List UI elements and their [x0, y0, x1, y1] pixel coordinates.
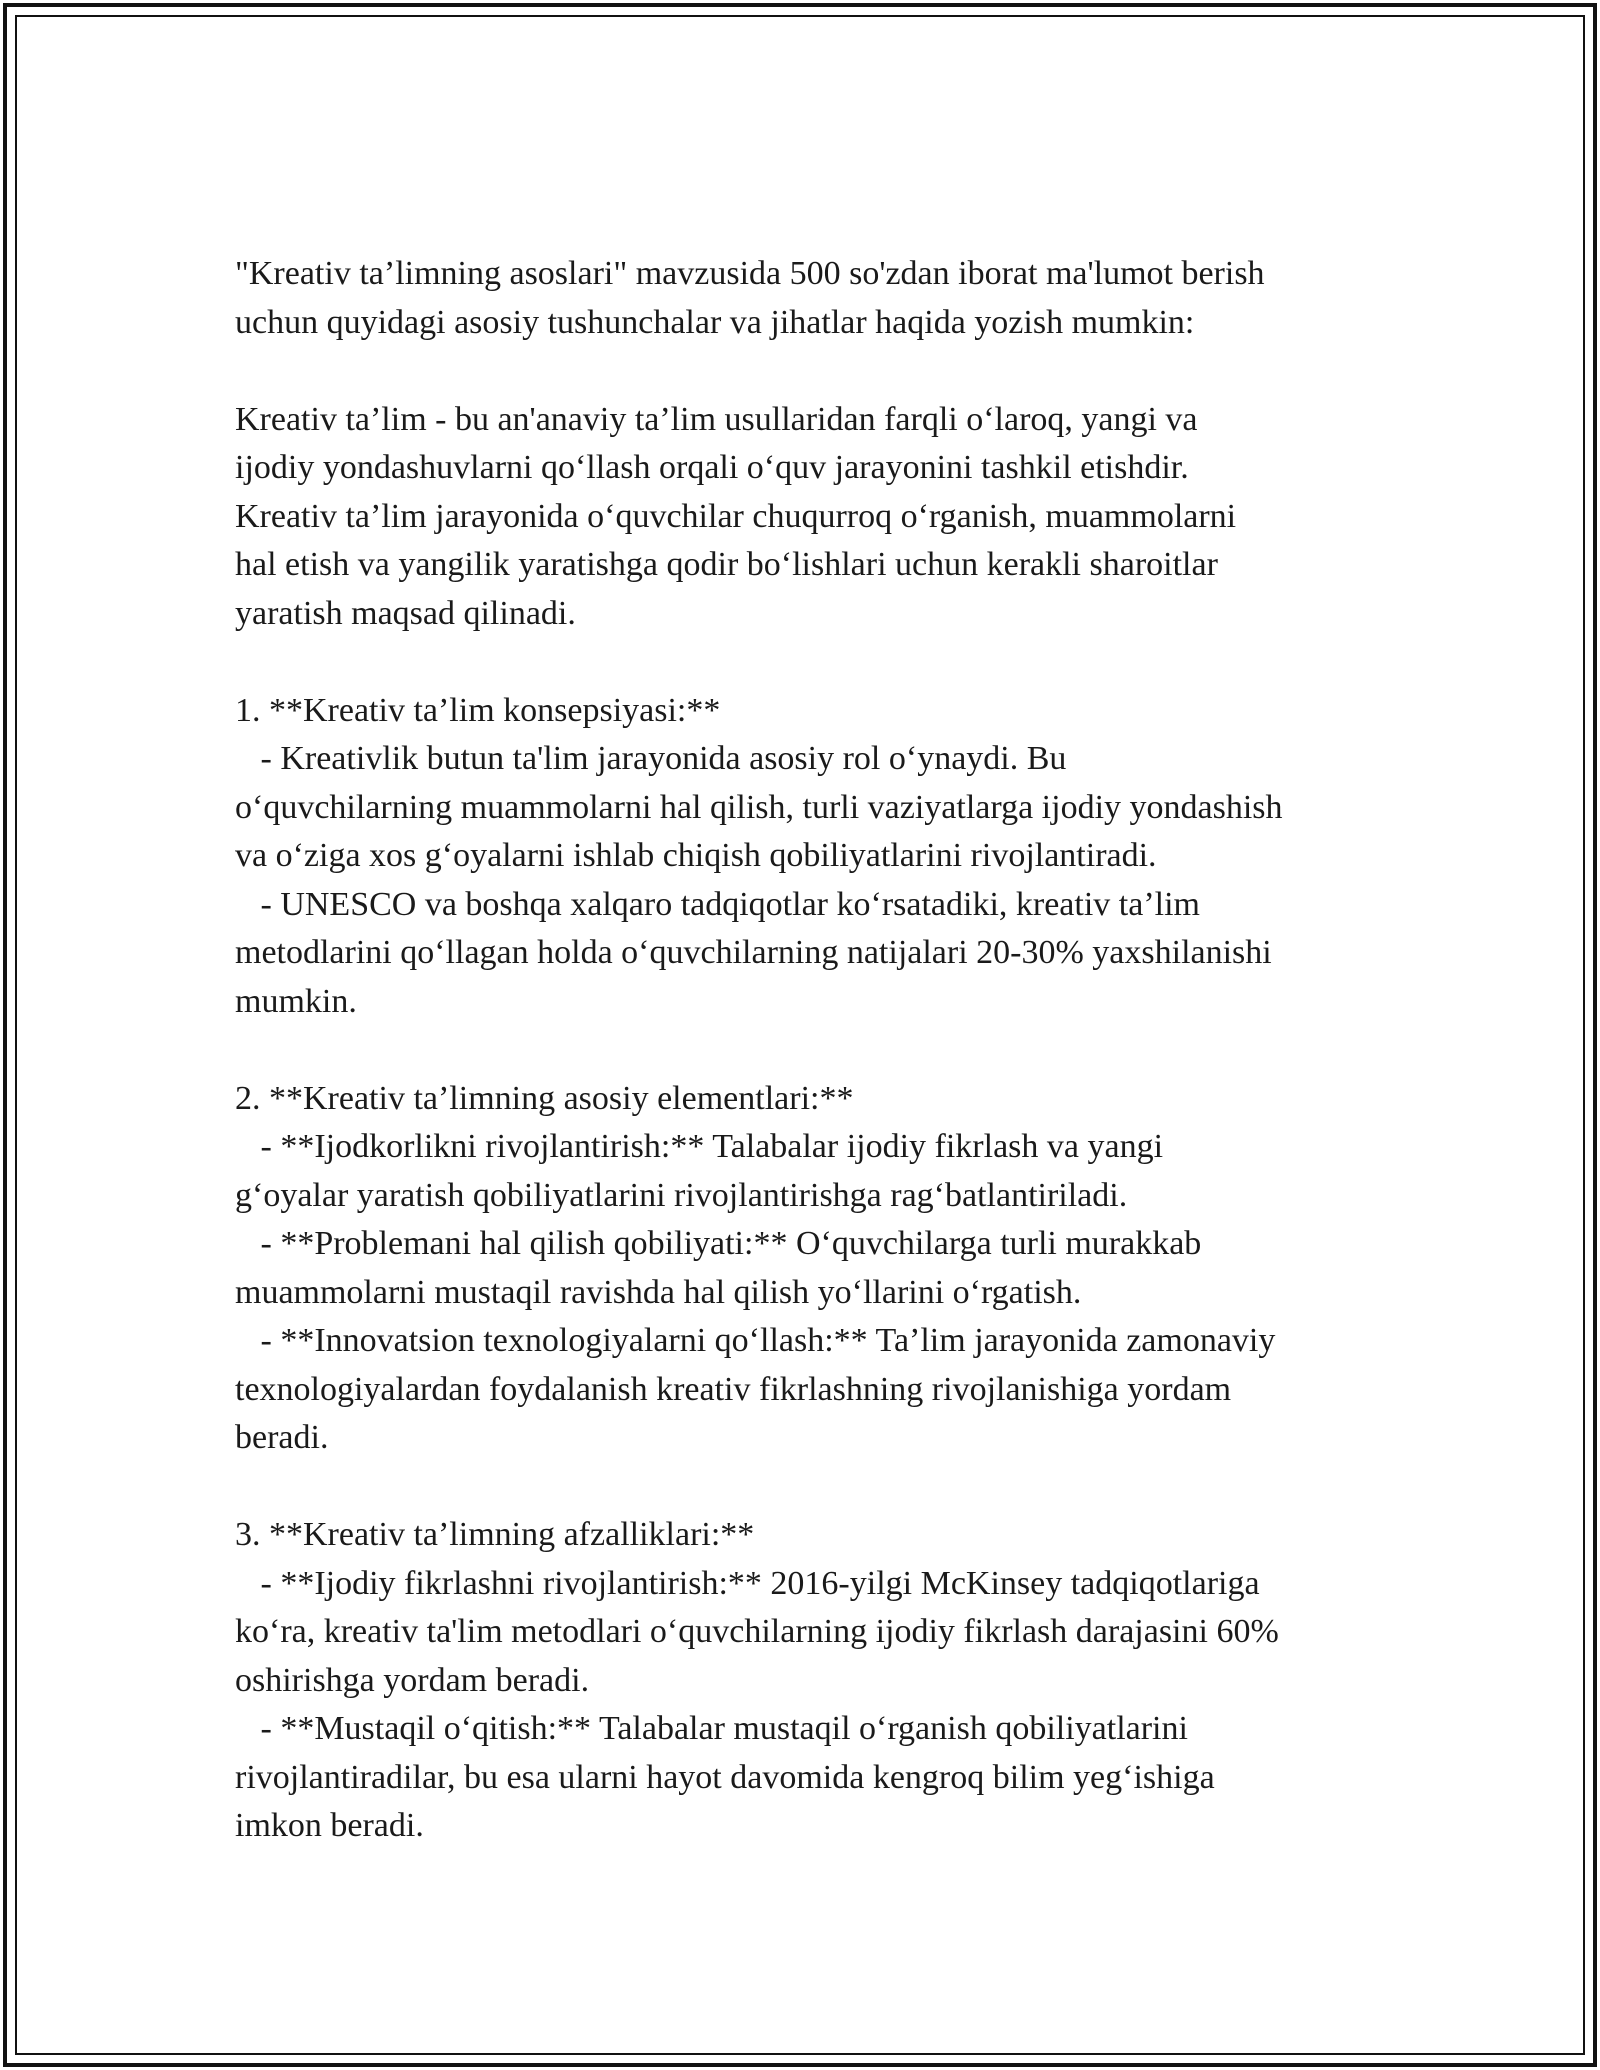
- text-line: "Kreativ ta’limning asoslari" mavzusida 500 so'zdan iborat ma'lumot berish: [235, 255, 1265, 292]
- text-line: - Kreativlik butun ta'lim jarayonida asosiy rol o‘ynaydi. Bu: [235, 740, 1067, 777]
- text-line: va o‘ziga xos g‘oyalarni ishlab chiqish qobiliyatlarini rivojlantiradi.: [235, 837, 1157, 874]
- paragraph-gap: [235, 347, 1395, 396]
- text-line: hal etish va yangilik yaratishga qodir bo‘lishlari uchun kerakli sharoitlar: [235, 546, 1218, 583]
- section-3: [235, 1511, 1395, 1851]
- text-line: oshirishga yordam beradi.: [235, 1661, 590, 1699]
- text-line: texnologiyalardan foydalanish kreativ fikrlashning rivojlanishiga yordam: [235, 1370, 1232, 1408]
- definition-paragraph: [235, 396, 1395, 639]
- text-line: o‘quvchilarning muammolarni hal qilish, turli vaziyatlarga ijodiy yondashish: [235, 788, 1283, 826]
- text-line: imkon beradi.: [235, 1807, 424, 1844]
- section-heading: 1. **Kreativ ta’lim konsepsiyasi:**: [235, 691, 721, 729]
- document-body: [235, 250, 1395, 1851]
- text-line: beradi.: [235, 1419, 329, 1456]
- text-line: - **Ijodiy fikrlashni rivojlantirish:** 2016-yilgi McKinsey tadqiqotlariga: [235, 1564, 1260, 1602]
- intro-paragraph: [235, 250, 1395, 347]
- section-heading: 3. **Kreativ ta’limning afzalliklari:**: [235, 1516, 755, 1553]
- text-line: metodlarini qo‘llagan holda o‘quvchilarning natijalari 20-30% yaxshilanishi: [235, 934, 1272, 971]
- text-line: - **Ijodkorlikni rivojlantirish:** Talabalar ijodiy fikrlash va yangi: [235, 1128, 1164, 1165]
- text-line: ko‘ra, kreativ ta'lim metodlari o‘quvchilarning ijodiy fikrlash darajasini 60%: [235, 1613, 1279, 1650]
- text-line: - UNESCO va boshqa xalqaro tadqiqotlar ko‘rsatadiki, kreativ ta’lim: [235, 885, 1200, 923]
- text-line: yaratish maqsad qilinadi.: [235, 594, 576, 632]
- paragraph-gap: [235, 1026, 1395, 1075]
- text-line: - **Innovatsion texnologiyalarni qo‘llash:** Ta’lim jarayonida zamonaviy: [235, 1322, 1276, 1359]
- text-line: rivojlantiradilar, bu esa ularni hayot davomida kengroq bilim yeg‘ishiga: [235, 1758, 1215, 1796]
- section-2: [235, 1075, 1395, 1463]
- text-line: g‘oyalar yaratish qobiliyatlarini rivojlantirishga rag‘batlantiriladi.: [235, 1176, 1128, 1214]
- text-line: mumkin.: [235, 982, 357, 1020]
- section-heading: 2. **Kreativ ta’limning asosiy elementlari:**: [235, 1079, 854, 1117]
- section-1: [235, 687, 1395, 1027]
- text-line: muammolarni mustaqil ravishda hal qilish yo‘llarini o‘rgatish.: [235, 1273, 1082, 1311]
- text-line: - **Problemani hal qilish qobiliyati:** O‘quvchilarga turli murakkab: [235, 1225, 1202, 1262]
- text-line: - **Mustaqil o‘qitish:** Talabalar mustaqil o‘rganish qobiliyatlarini: [235, 1710, 1188, 1747]
- text-line: uchun quyidagi asosiy tushunchalar va jihatlar haqida yozish mumkin:: [235, 303, 1195, 341]
- text-line: ijodiy yondashuvlarni qo‘llash orqali o‘quv jarayonini tashkil etishdir.: [235, 449, 1189, 486]
- text-line: Kreativ ta’lim - bu an'anaviy ta’lim usullaridan farqli o‘laroq, yangi va: [235, 400, 1198, 438]
- paragraph-gap: [235, 638, 1395, 687]
- paragraph-gap: [235, 1463, 1395, 1512]
- text-line: Kreativ ta’lim jarayonida o‘quvchilar chuqurroq o‘rganish, muammolarni: [235, 497, 1237, 535]
